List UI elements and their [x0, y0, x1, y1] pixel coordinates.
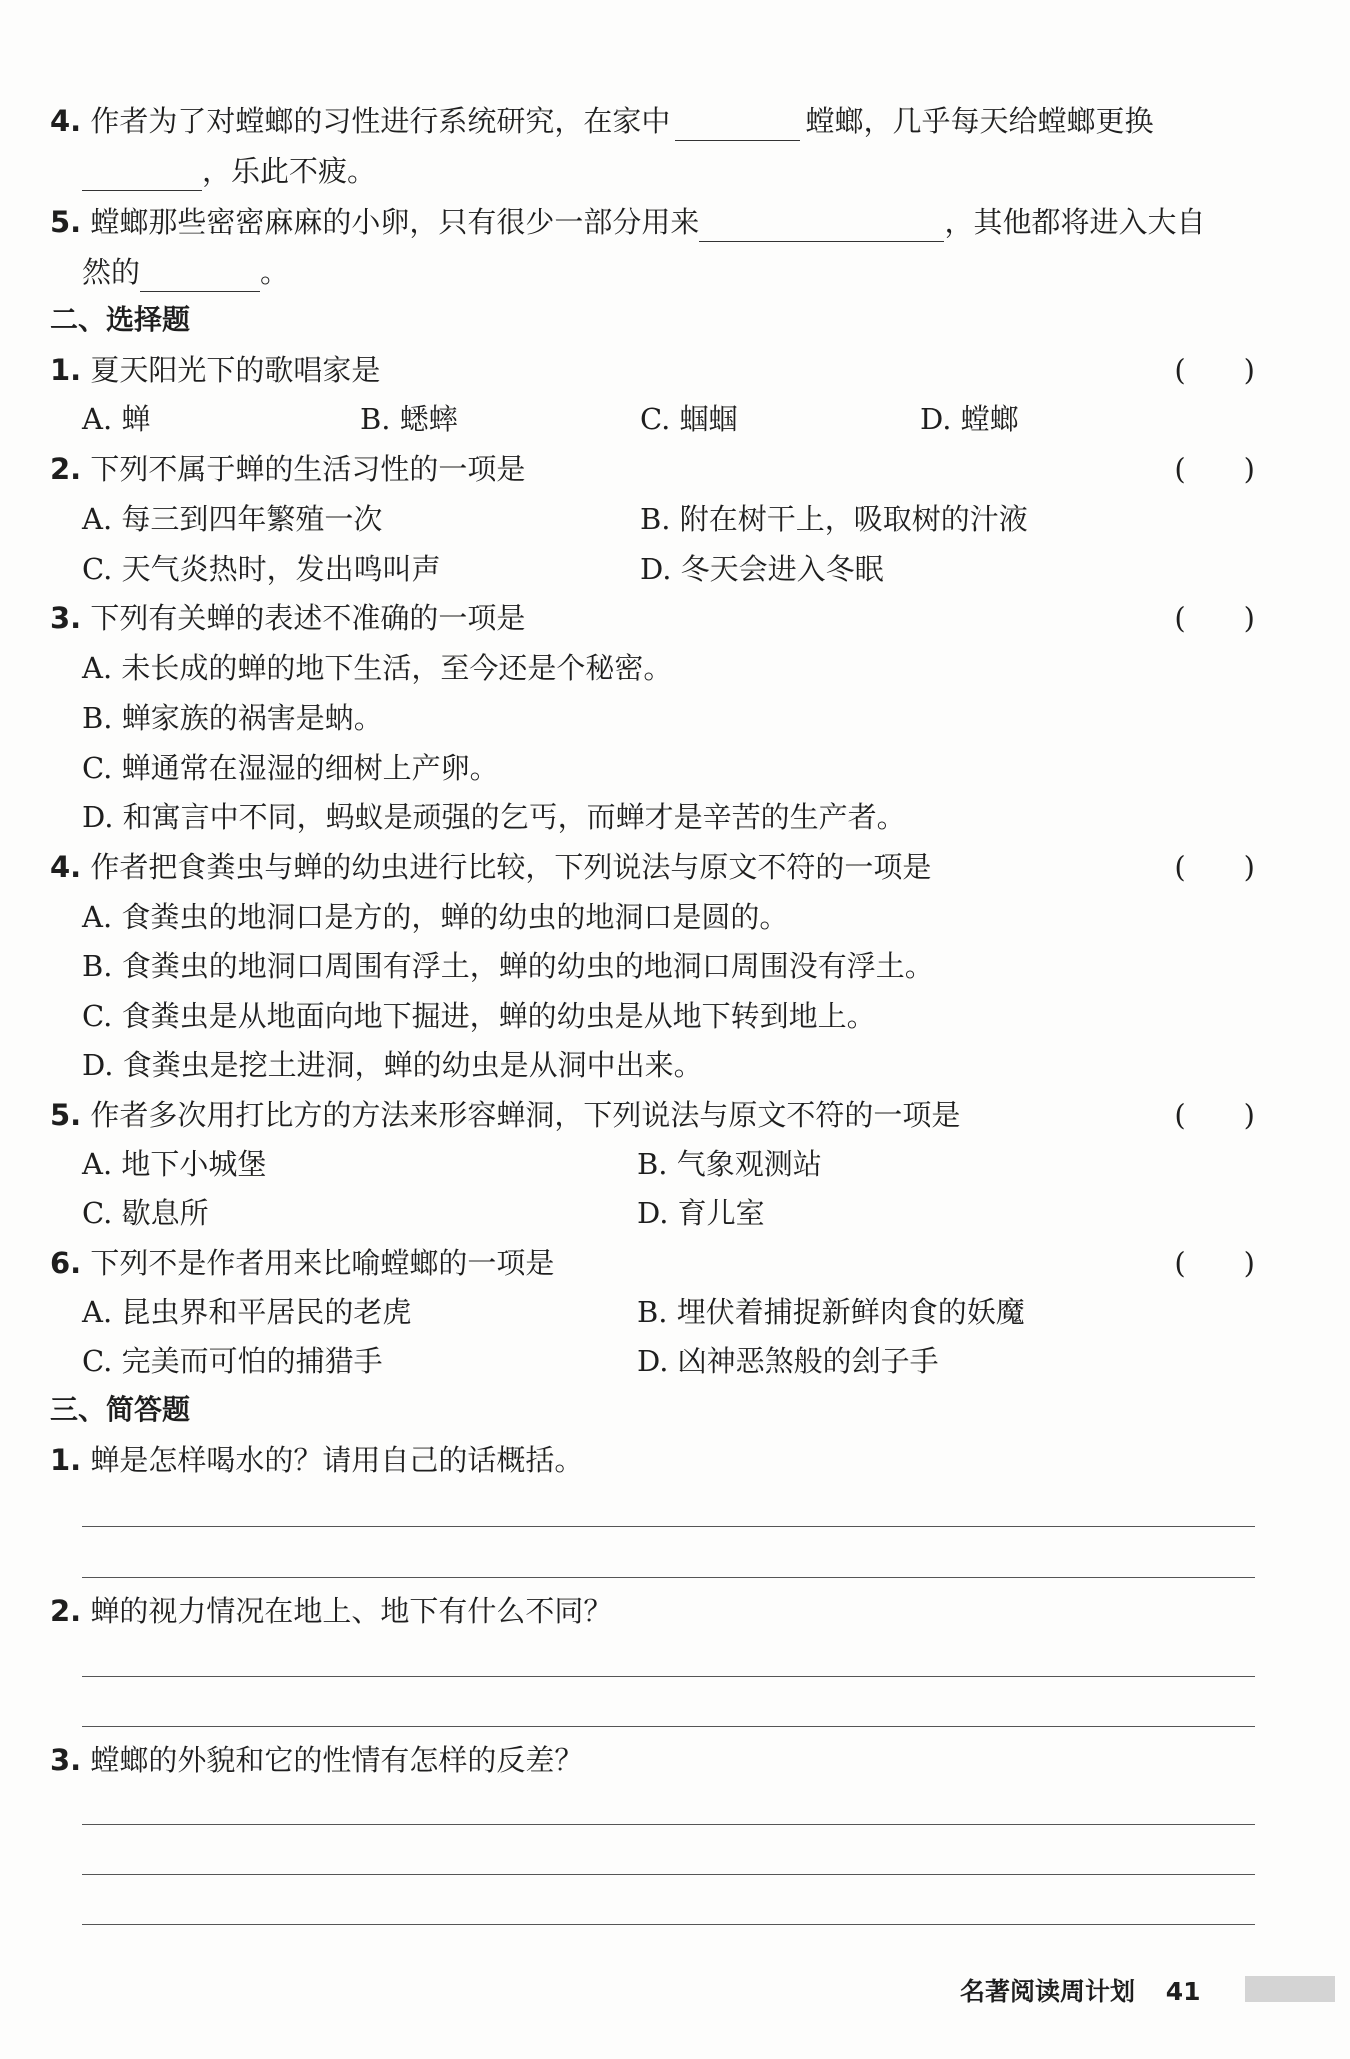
option-a[interactable]: A. 蝉	[82, 402, 151, 436]
option-b[interactable]: B. 蟋蟀	[360, 402, 458, 436]
option-d[interactable]: D. 育儿室	[637, 1196, 765, 1230]
question-text: 。	[260, 255, 290, 289]
answer-line[interactable]	[82, 1577, 1255, 1578]
question-number: 1.	[50, 1443, 82, 1477]
question-text: 蝉是怎样喝水的？请用自己的话概括。	[90, 1443, 584, 1477]
question-text: 作者为了对螳螂的习性进行系统研究，在家中	[90, 104, 671, 138]
option-c[interactable]: C. 歇息所	[82, 1196, 209, 1230]
short-question-3	[50, 1740, 1255, 1780]
question-number: 2.	[50, 452, 82, 486]
answer-bracket[interactable]: ( )	[1174, 850, 1255, 884]
question-stem: 作者把食粪虫与蝉的幼虫进行比较，下列说法与原文不符的一项是	[90, 850, 932, 884]
question-stem: 作者多次用打比方的方法来形容蝉洞，下列说法与原文不符的一项是	[90, 1098, 961, 1132]
option-d[interactable]: D. 食粪虫是挖土进洞，蝉的幼虫是从洞中出来。	[82, 1048, 703, 1082]
question-number: 4.	[50, 104, 82, 138]
short-question-2	[50, 1591, 1255, 1631]
option-c[interactable]: C. 食粪虫是从地面向地下掘进，蝉的幼虫是从地下转到地上。	[82, 999, 876, 1033]
answer-bracket[interactable]: ( )	[1174, 1246, 1255, 1280]
section-heading-short-answer: 三、简答题	[50, 1393, 191, 1426]
question-number: 3.	[50, 1743, 82, 1777]
section-heading-choice: 二、选择题	[50, 303, 191, 336]
option-d[interactable]: D. 凶神恶煞般的刽子手	[637, 1344, 939, 1378]
question-stem: 下列不属于蝉的生活习性的一项是	[90, 452, 526, 486]
option-b[interactable]: B. 气象观测站	[637, 1147, 822, 1181]
choice-question-4	[50, 847, 1255, 887]
question-stem: 下列不是作者用来比喻螳螂的一项是	[90, 1246, 555, 1280]
fill-question-5-cont	[82, 252, 1255, 292]
question-text: ，其他都将进入大自	[944, 205, 1206, 239]
fill-question-5	[50, 202, 1255, 242]
choice-question-6	[50, 1243, 1255, 1283]
choice-question-3	[50, 598, 1255, 638]
answer-blank[interactable]	[675, 110, 800, 141]
question-text: 螳螂那些密密麻麻的小卵，只有很少一部分用来	[90, 205, 700, 239]
option-d[interactable]: D. 冬天会进入冬眠	[640, 552, 884, 586]
answer-line[interactable]	[82, 1726, 1255, 1727]
option-a[interactable]: A. 未长成的蝉的地下生活，至今还是个秘密。	[82, 651, 673, 685]
choice-question-1	[50, 350, 1255, 390]
option-b[interactable]: B. 食粪虫的地洞口周围有浮土，蝉的幼虫的地洞口周围没有浮土。	[82, 949, 934, 983]
question-number: 5.	[50, 205, 82, 239]
option-a[interactable]: A. 地下小城堡	[82, 1147, 267, 1181]
option-c[interactable]: C. 天气炎热时，发出鸣叫声	[82, 552, 441, 586]
page-footer	[960, 1972, 1201, 2008]
question-number: 3.	[50, 601, 82, 635]
answer-line[interactable]	[82, 1526, 1255, 1527]
answer-blank[interactable]	[699, 211, 944, 242]
question-text: 螳螂的外貌和它的性情有怎样的反差？	[90, 1743, 584, 1777]
question-stem: 下列有关蝉的表述不准确的一项是	[90, 601, 526, 635]
question-number: 6.	[50, 1246, 82, 1280]
option-c[interactable]: C. 蝈蝈	[640, 402, 738, 436]
question-number: 1.	[50, 353, 82, 387]
answer-bracket[interactable]: ( )	[1174, 601, 1255, 635]
question-number: 5.	[50, 1098, 82, 1132]
answer-line[interactable]	[82, 1924, 1255, 1925]
question-text: 螳螂，几乎每天给螳螂更换	[805, 104, 1154, 138]
option-c[interactable]: C. 蝉通常在湿湿的细树上产卵。	[82, 751, 499, 785]
answer-bracket[interactable]: ( )	[1174, 452, 1255, 486]
fill-question-4-cont	[82, 151, 1255, 191]
option-c[interactable]: C. 完美而可怕的捕猎手	[82, 1344, 383, 1378]
question-number: 4.	[50, 850, 82, 884]
answer-blank[interactable]	[82, 160, 202, 191]
choice-question-2	[50, 449, 1255, 489]
option-b[interactable]: B. 埋伏着捕捉新鲜肉食的妖魔	[637, 1295, 1025, 1329]
short-question-1	[50, 1440, 1255, 1480]
page-number: 41	[1165, 1977, 1201, 2006]
answer-line[interactable]	[82, 1874, 1255, 1875]
question-text: 蝉的视力情况在地上、地下有什么不同？	[90, 1594, 613, 1628]
question-number: 2.	[50, 1594, 82, 1628]
option-a[interactable]: A. 昆虫界和平居民的老虎	[82, 1295, 412, 1329]
question-text: 然的	[82, 255, 141, 289]
answer-line[interactable]	[82, 1676, 1255, 1677]
option-b[interactable]: B. 蝉家族的祸害是蚋。	[82, 701, 383, 735]
answer-bracket[interactable]: ( )	[1174, 353, 1255, 387]
answer-line[interactable]	[82, 1824, 1255, 1825]
book-series-title: 名著阅读周计划	[960, 1977, 1136, 2006]
question-text: ，乐此不疲。	[202, 154, 377, 188]
option-a[interactable]: A. 每三到四年繁殖一次	[82, 502, 383, 536]
answer-blank[interactable]	[140, 261, 260, 292]
option-b[interactable]: B. 附在树干上，吸取树的汁液	[640, 502, 1028, 536]
fill-question-4	[50, 101, 1255, 141]
option-a[interactable]: A. 食粪虫的地洞口是方的，蝉的幼虫的地洞口是圆的。	[82, 900, 789, 934]
answer-bracket[interactable]: ( )	[1174, 1098, 1255, 1132]
footer-decoration-bar	[1245, 1976, 1335, 2002]
option-d[interactable]: D. 和寓言中不同，蚂蚁是顽强的乞丐，而蝉才是辛苦的生产者。	[82, 800, 906, 834]
choice-question-5	[50, 1095, 1255, 1135]
option-d[interactable]: D. 螳螂	[920, 402, 1019, 436]
question-stem: 夏天阳光下的歌唱家是	[90, 353, 381, 387]
